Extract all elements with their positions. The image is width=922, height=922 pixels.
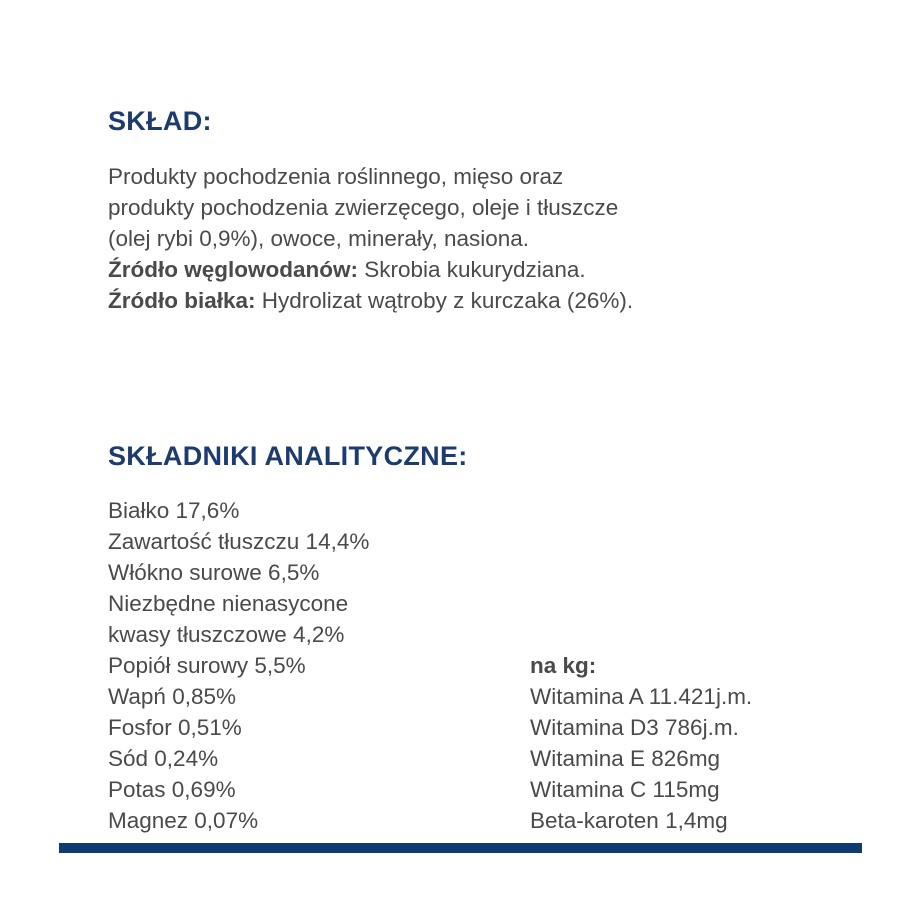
vitamin-item: Witamina E 826mg: [530, 746, 721, 771]
analytical-constituents-heading: SKŁADNIKI ANALITYCZNE:: [108, 441, 468, 471]
analytical-item: Włókno surowe 6,5%: [108, 560, 320, 585]
composition-line: [108, 161, 848, 192]
analytical-item: Sód 0,24%: [108, 746, 219, 771]
composition-text-block: [108, 161, 848, 316]
analytical-item: kwasy tłuszczowe 4,2%: [108, 622, 345, 647]
analytical-left-column: [108, 495, 369, 836]
composition-line-text: (olej rybi 0,9%), owoce, minerały, nasiona.: [108, 226, 530, 251]
vitamin-item: Witamina C 115mg: [530, 777, 720, 802]
analytical-item: Zawartość tłuszczu 14,4%: [108, 529, 370, 554]
analytical-item: Potas 0,69%: [108, 777, 236, 802]
vitamin-item: Beta-karoten 1,4mg: [530, 808, 728, 833]
bottom-divider-bar: [59, 843, 862, 853]
analytical-item: Magnez 0,07%: [108, 808, 259, 833]
analytical-item: Popiół surowy 5,5%: [108, 653, 306, 678]
analytical-item: Fosfor 0,51%: [108, 715, 242, 740]
vitamin-item: Witamina D3 786j.m.: [530, 715, 739, 740]
composition-heading: SKŁAD:: [108, 106, 212, 136]
carbohydrate-source-label: Źródło węglowodanów:: [108, 257, 358, 282]
protein-source-value: Hydrolizat wątroby z kurczaka (26%).: [255, 288, 634, 313]
analytical-item: Niezbędne nienasycone: [108, 591, 349, 616]
protein-source-label: Źródło białka:: [108, 288, 256, 313]
analytical-constituents-block: [0, 495, 922, 833]
per-kg-label: na kg:: [530, 653, 597, 678]
vitamin-item: Witamina A 11.421j.m.: [530, 684, 753, 709]
protein-source-line: [108, 285, 848, 316]
composition-line: [108, 223, 848, 254]
analytical-item: Białko 17,6%: [108, 498, 240, 523]
composition-line-text: produkty pochodzenia zwierzęcego, oleje i tłuszcze: [108, 195, 619, 220]
carbohydrate-source-value: Skrobia kukurydziana.: [357, 257, 586, 282]
composition-line: [108, 192, 848, 223]
vitamins-per-kg-column: [530, 650, 752, 836]
carbohydrate-source-line: [108, 254, 848, 285]
composition-line-text: Produkty pochodzenia roślinnego, mięso oraz: [108, 164, 564, 189]
analytical-item: Wapń 0,85%: [108, 684, 236, 709]
